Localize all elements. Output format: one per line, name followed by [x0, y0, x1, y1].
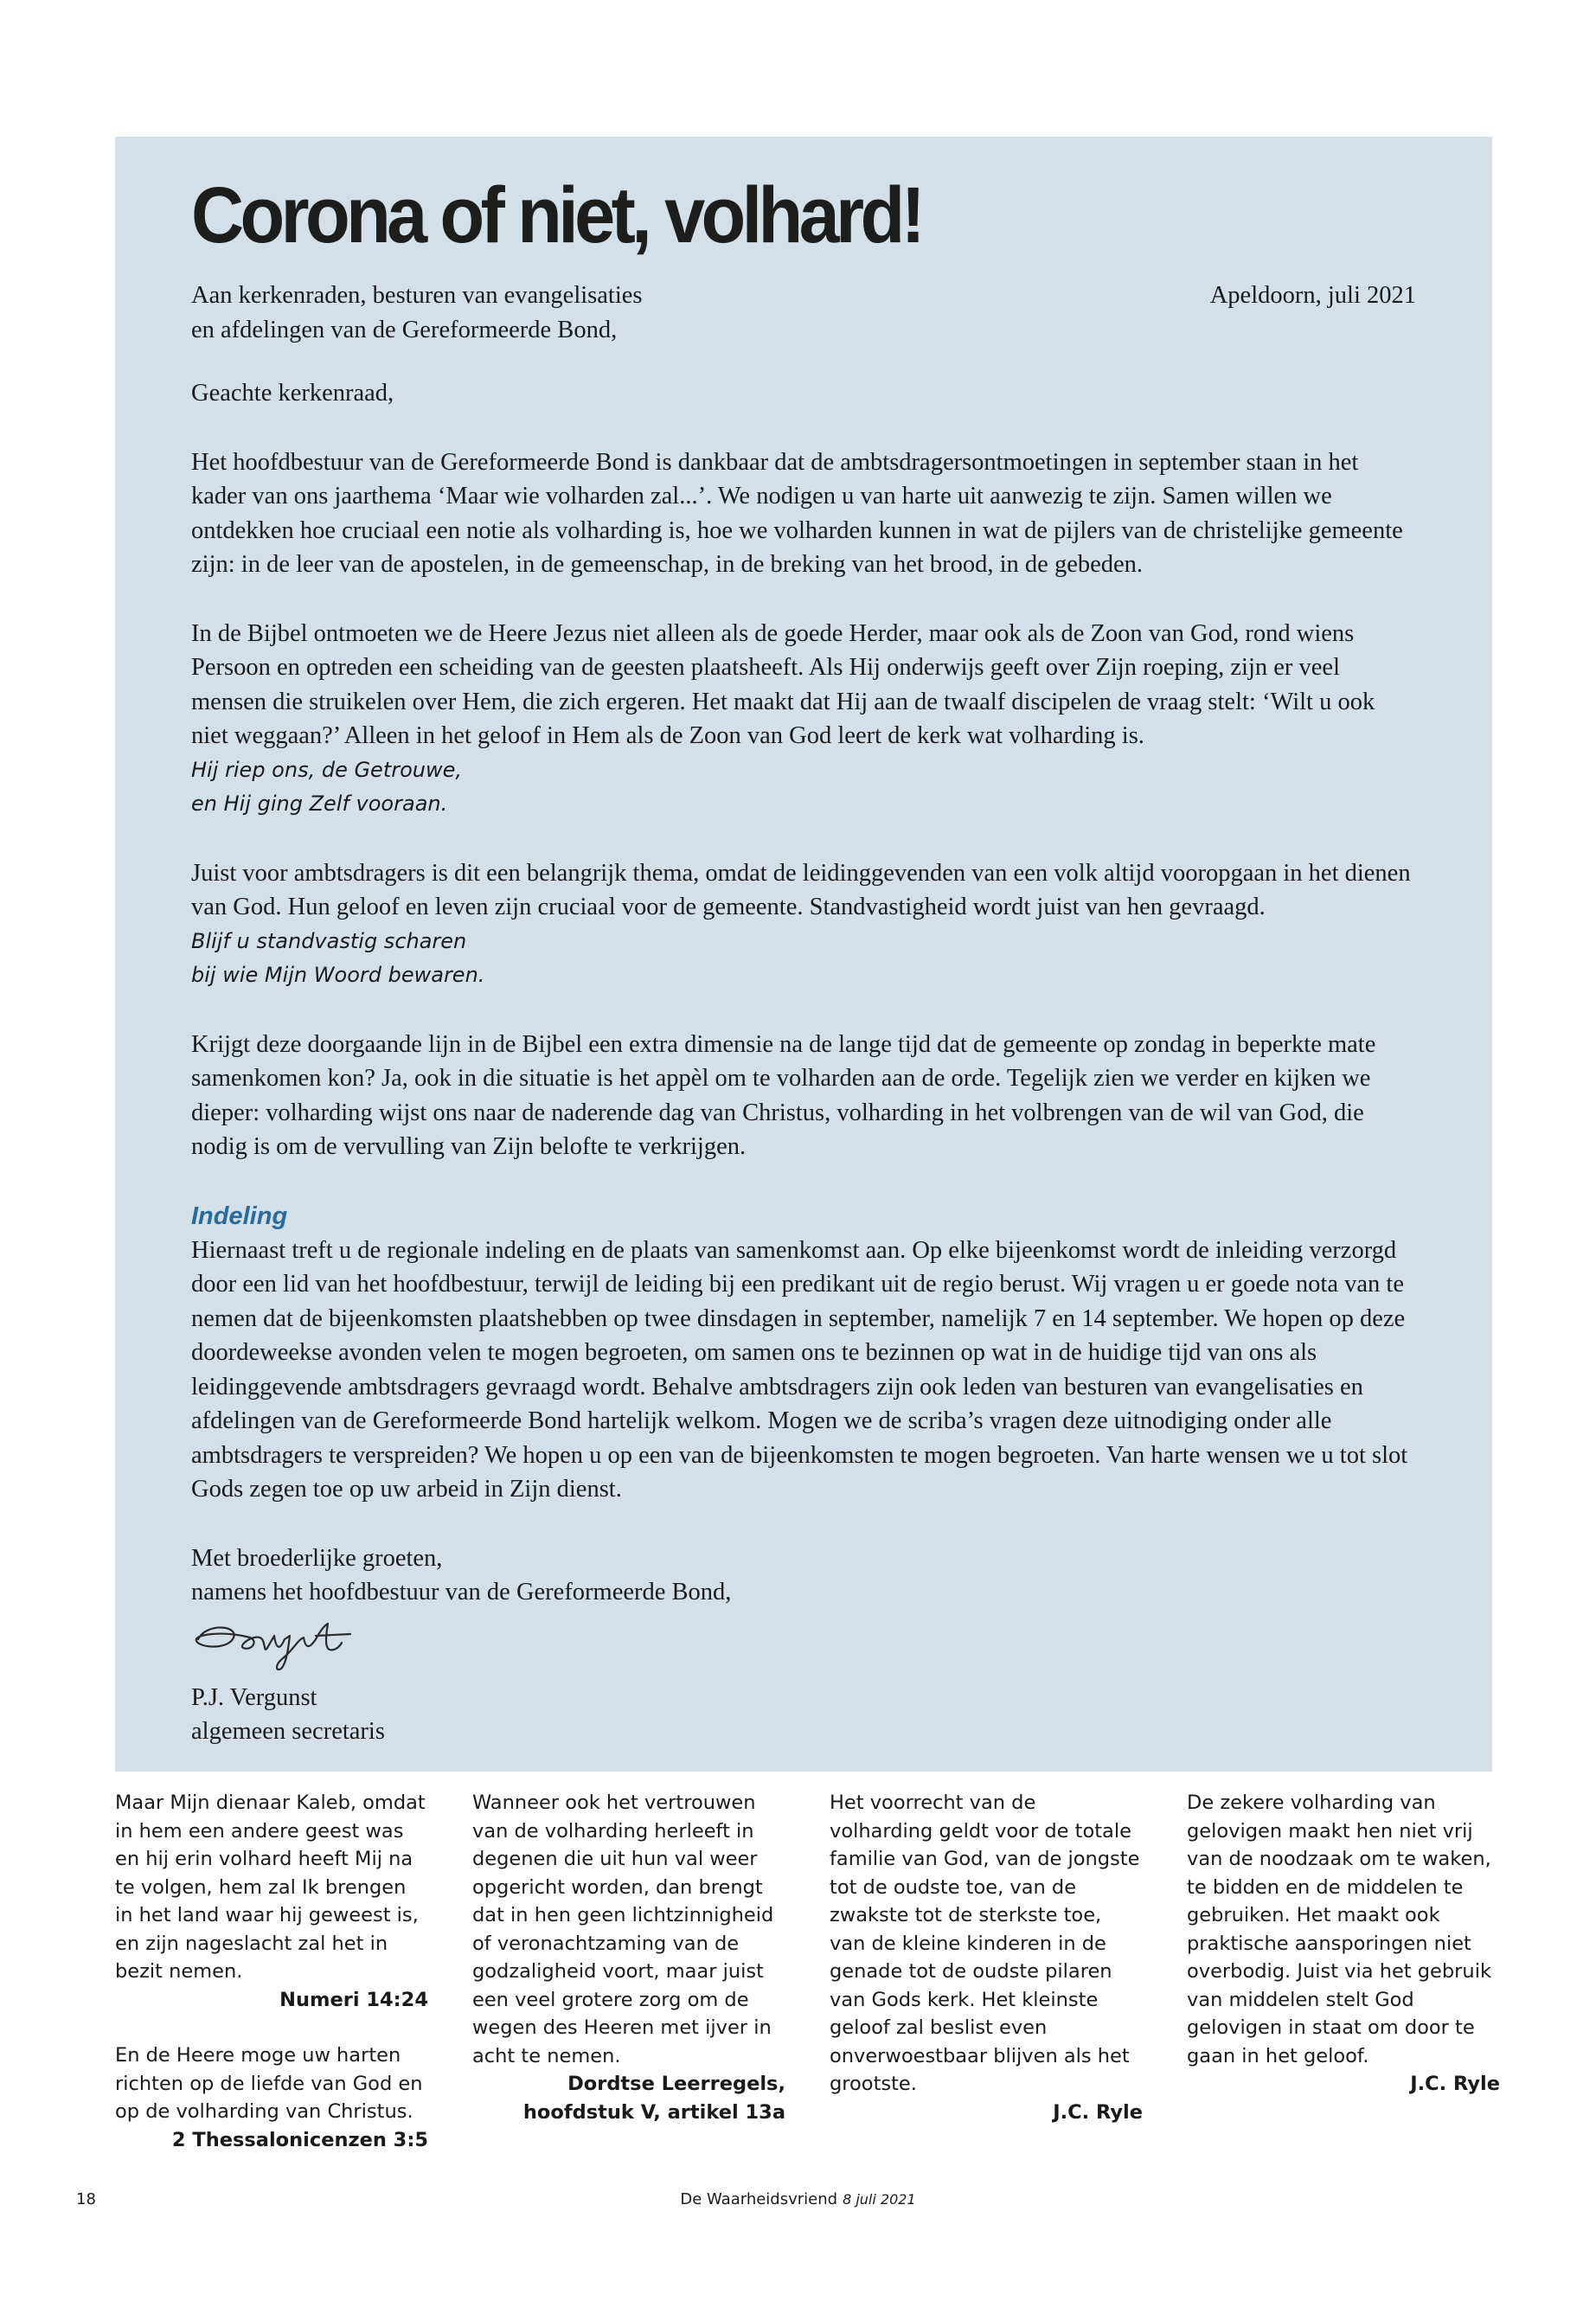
section-heading: Indeling — [191, 1202, 288, 1230]
page-footer — [0, 2190, 1596, 2216]
paragraph: Hiernaast treft u de regionale indeling en de plaats van samenkomst aan. Op elke bijeenkomst wordt de inleiding verzorgd door een lid van het hoofdbestuur, terwijl de leiding bij een predikant uit de regio berust. Wij vragen u er goede nota van te nemen dat de bijeenkomsten plaatshebben op twee dinsdagen in september, namelijk 7 en 14 september. We hopen op deze doordeweekse avonden velen te mogen begroeten, om samen ons te bezinnen op wat in de huidige tijd van ons als leidinggevende ambtsdragers gevraagd wordt. Behalve ambtsdragers zijn ook leden van besturen van evangelisaties en afdelingen van de Gereformeerde Bond hartelijk welkom. Mogen we de scriba’s vragen deze uitnodiging onder alle ambtsdragers te verspreiden? We hopen u op een van de bijeenkomsten te mogen begroeten. Van harte wensen we u tot slot Gods zegen toe op uw arbeid in Zijn dienst. — [191, 1236, 1408, 1503]
closing-line: namens het hoofdbestuur van de Gereformeerde Bond, — [191, 1579, 732, 1606]
quote-text: Wanneer ook het vertrouwen van de volharding herleeft in degenen die uit hun val weer opgericht worden, dan brengt dat in hen geen lichtzinnigheid of veronachtzaming van de godzaligheid voort, maar juist een veel grotere zorg om de wegen des Heeren met ijver in acht te nemen. — [472, 1791, 774, 2067]
page-number: 18 — [76, 2190, 96, 2208]
quote-text: Het voorrecht van de volharding geldt voor de totale familie van God, van de jongste tot de oudste toe, van de zwakste tot de sterkste toe, van de kleine kinderen in de genade tot de oudste pilaren van Gods kerk. Het kleinste geloof zal beslist even onverwoestbaar blijven als het grootste. — [830, 1791, 1140, 2095]
closing-line: Met broederlijke groeten, — [191, 1544, 443, 1572]
quote-text: Maar Mijn dienaar Kaleb, omdat in hem een andere geest was en hij erin volhard heeft Mij na te volgen, hem zal Ik brengen in het land waar hij geweest is, en zijn nageslacht zal het in bezit nemen. — [115, 1791, 426, 1983]
handwritten-signature — [189, 1613, 388, 1676]
psalm-quote-line: bij wie Mijn Woord bewaren. — [191, 963, 485, 987]
publication-line — [0, 2190, 1596, 2208]
signer-role: algemeen secretaris — [191, 1718, 385, 1745]
closing-block — [191, 1541, 1416, 1749]
quote-text: De zekere volharding van gelovigen maakt hen niet vrij van de noodzaak om te waken, te bidden en de middelen te gebruiken. Het maakt ook praktische aansporingen niet overbodig. Juist via het gebruik van middelen stelt God gelovigen in staat om door te gaan in het geloof. — [1187, 1791, 1491, 2067]
letter-content — [191, 168, 1416, 1749]
quote-source: J.C. Ryle — [1053, 2100, 1143, 2124]
psalm-quote-line: Blijf u standvastig scharen — [191, 928, 467, 953]
quote-text: En de Heere moge uw harten richten op de liefde van God en op de volharding van Christus. — [115, 2044, 423, 2123]
quote-column — [115, 1789, 428, 2154]
signer-name: P.J. Vergunst — [191, 1683, 317, 1711]
letter-panel — [115, 137, 1492, 1772]
quote-column — [830, 1789, 1143, 2126]
paragraph: Juist voor ambtsdragers is dit een belangrijk thema, omdat de leidinggevenden van een volk altijd vooropgaan in het dienen van God. Hun geloof en leven zijn cruciaal voor de gemeente. Standvastigheid wordt juist van hen gevraagd. — [191, 859, 1411, 920]
paragraph: Krijgt deze doorgaande lijn in de Bijbel een extra dimensie na de lange tijd dat de gemeente op zondag in beperkte mate samenkomen kon? Ja, ook in die situatie is het appèl om te volharden aan de orde. Tegelijk zien we verder en kijken we dieper: volharding wijst ons naar de naderende dag van Christus, volharding in het volbrengen van de wil van God, die nodig is om de vervulling van Zijn belofte te verkrijgen. — [191, 1030, 1376, 1160]
quote-source: hoofdstuk V, artikel 13a — [522, 2100, 785, 2124]
quote-source: Dordtse Leerregels, — [567, 2073, 785, 2095]
quote-source: Numeri 14:24 — [279, 1988, 428, 2011]
letter-title: Corona of niet, volhard! — [191, 171, 922, 260]
publication-name: De Waarheidsvriend — [680, 2190, 838, 2208]
quote-column — [1187, 1789, 1500, 2099]
quote-source: J.C. Ryle — [1410, 2073, 1500, 2095]
psalm-quote-line: Hij riep ons, de Getrouwe, — [191, 757, 463, 782]
address-block — [191, 279, 1416, 347]
place-date: Apeldoorn, juli 2021 — [1209, 282, 1416, 309]
quote-column — [472, 1789, 785, 2126]
issue-date: 8 juli 2021 — [843, 2191, 916, 2208]
paragraph: Het hoofdbestuur van de Gereformeerde Bond is dankbaar dat de ambtsdragersontmoetingen in september staan in het kader van ons jaarthema ‘Maar wie volharden zal...’. We nodigen u van harte uit aanwezig te zijn. Samen willen we ontdekken hoe cruciaal een notie als volharding is, hoe we volharden kunnen in wat de pijlers van de christelijke gemeente zijn: in de leer van de apostelen, in de gemeenschap, in de breking van het brood, in de gebeden. — [191, 448, 1403, 578]
address-line: Aan kerkenraden, besturen van evangelisaties — [191, 282, 643, 309]
salutation: Geachte kerkenraad, — [191, 380, 394, 407]
paragraph: In de Bijbel ontmoeten we de Heere Jezus niet alleen als de goede Herder, maar ook als de Zoon van God, rond wiens Persoon en optreden een scheiding van de geesten plaatsheeft. Als Hij onderwijs geeft over Zijn roeping, zijn er veel mensen die struikelen over Hem, die zich ergeren. Het maakt dat Hij aan de twaalf discipelen de vraag stelt: ‘Wilt u ook niet weggaan?’ Alleen in het geloof in Hem als de Zoon van God leert de kerk wat volharding is. — [191, 619, 1375, 749]
quote-source: 2 Thessalonicenzen 3:5 — [171, 2128, 428, 2151]
psalm-quote-line: en Hij ging Zelf vooraan. — [191, 792, 448, 816]
address-line: en afdelingen van de Gereformeerde Bond, — [191, 316, 618, 343]
